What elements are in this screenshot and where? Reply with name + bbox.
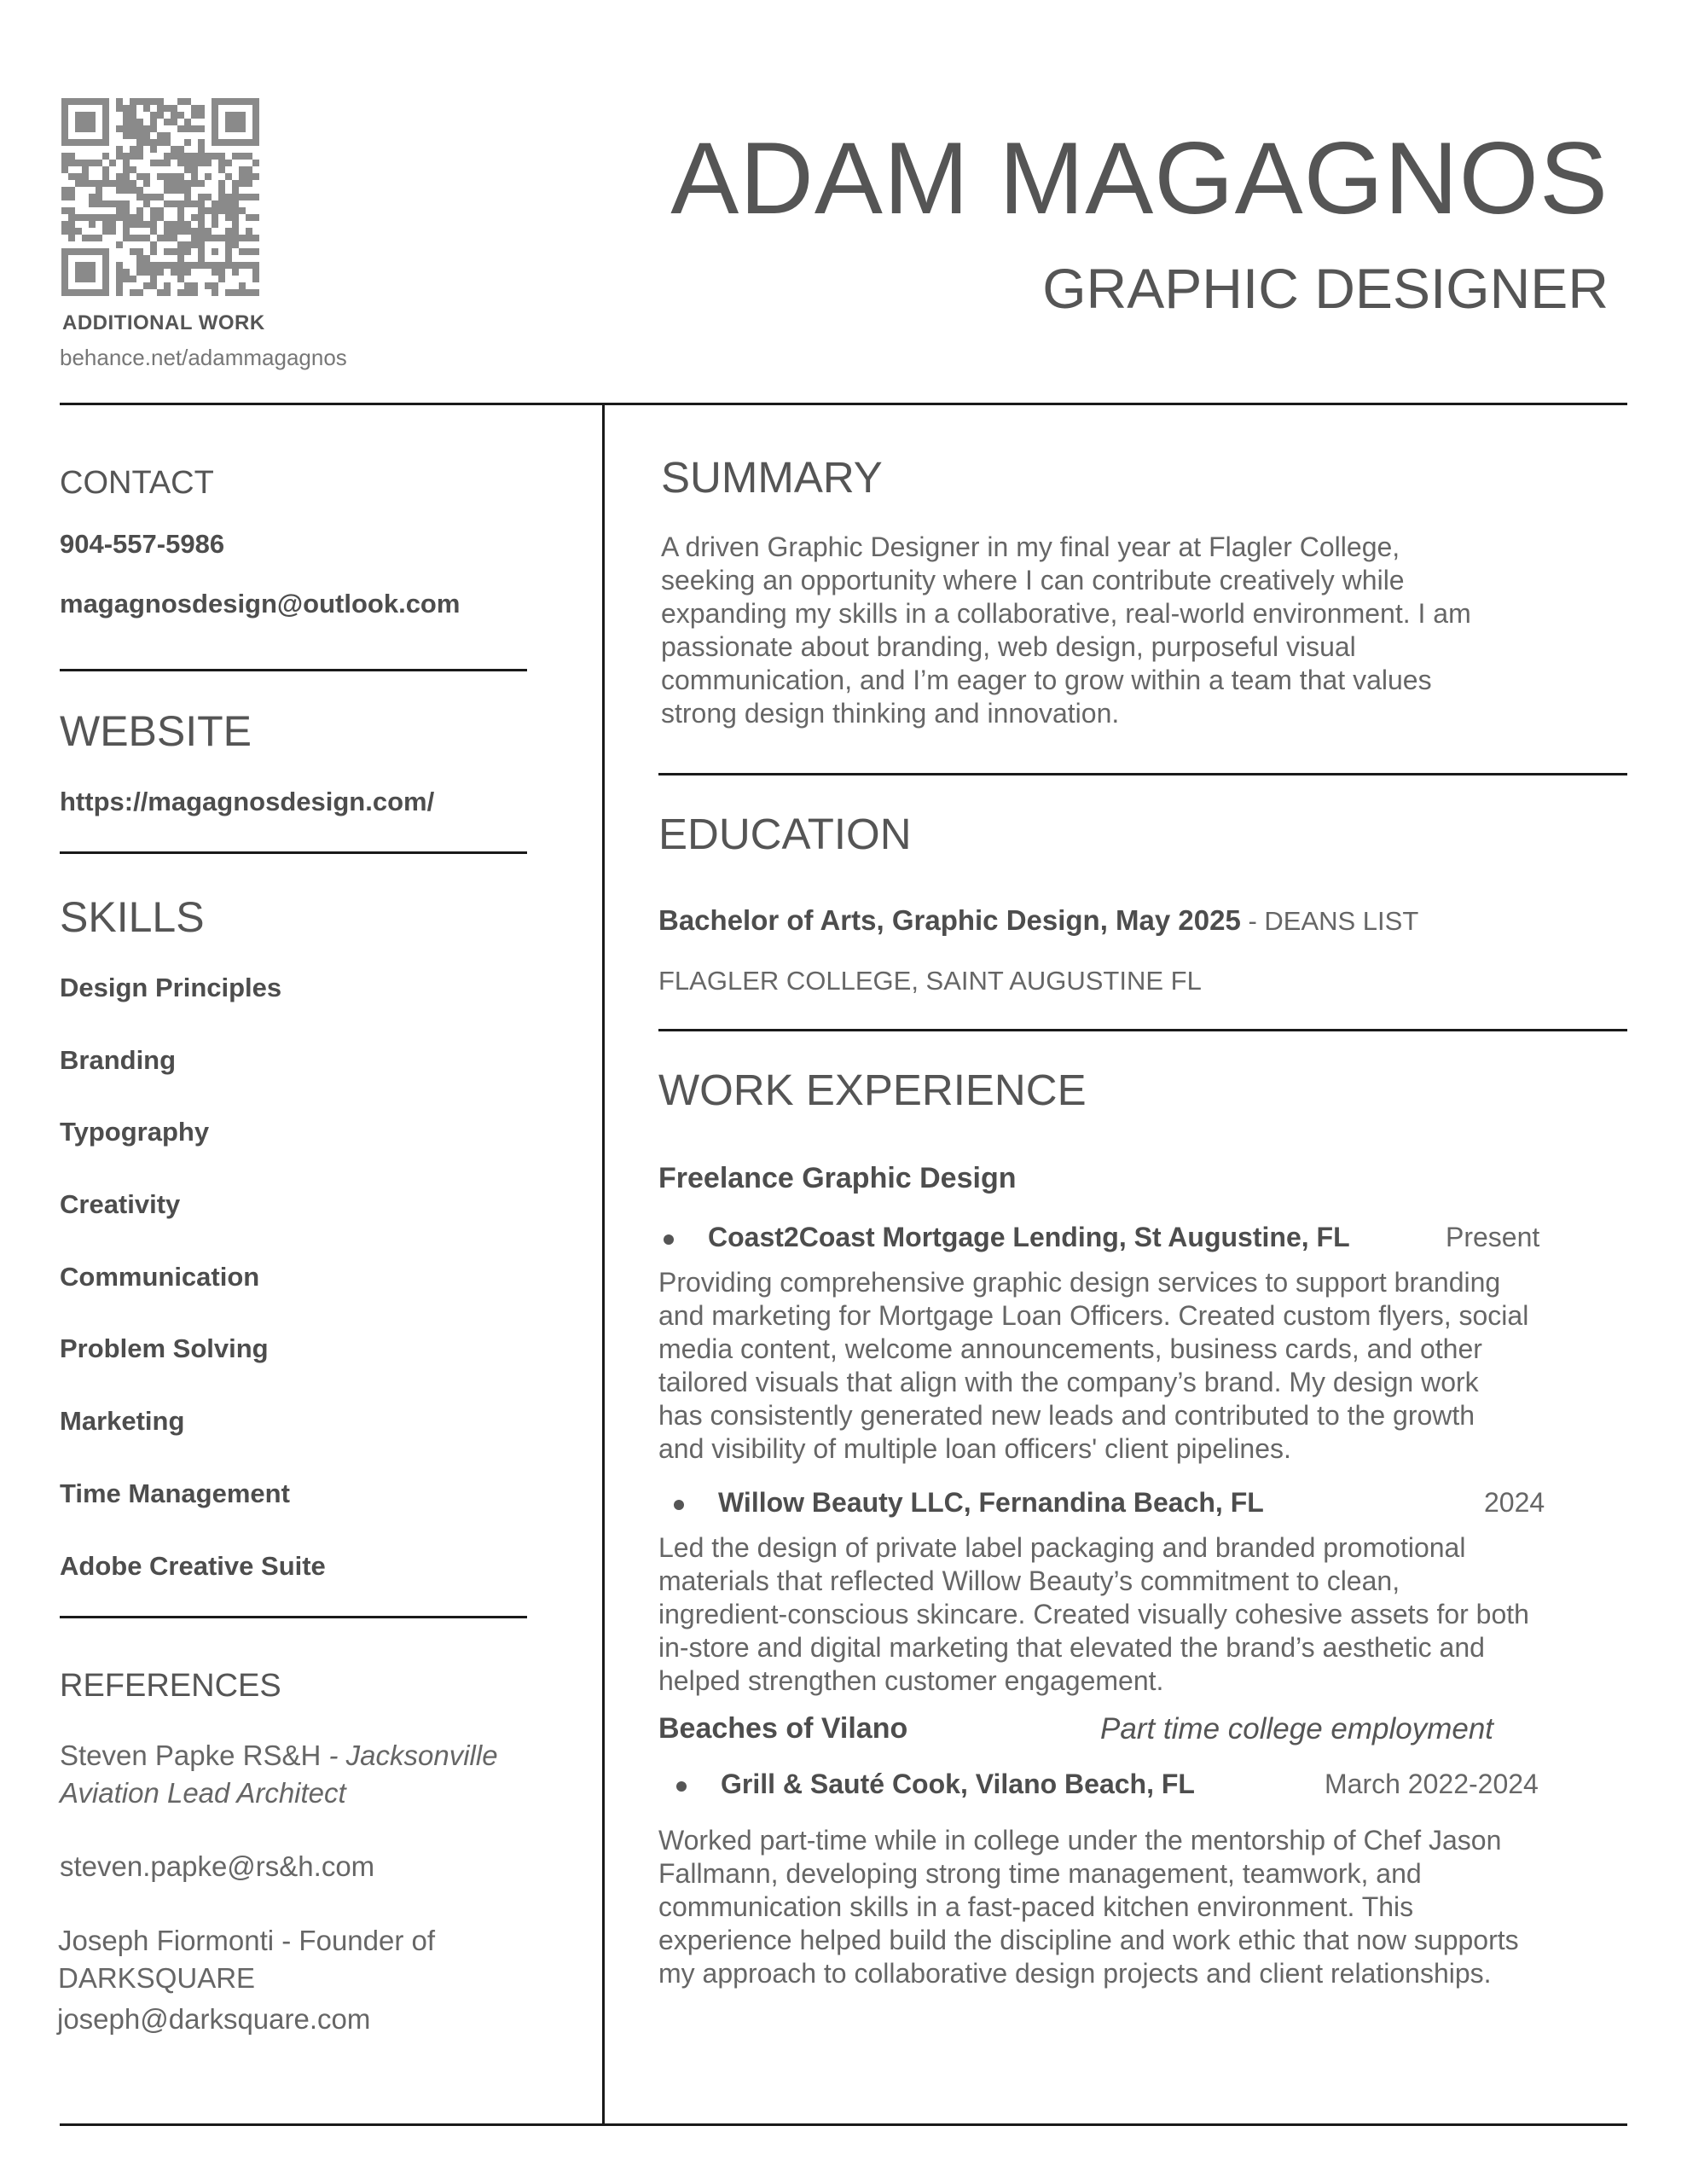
job3-description	[658, 1824, 1631, 1990]
reference-2-email[interactable]: joseph@darksquare.com	[57, 2003, 371, 2035]
education-degree: Bachelor of Arts, Graphic Design, May 2025	[658, 904, 1241, 936]
job2-description	[658, 1531, 1631, 1698]
skill-item: Communication	[60, 1261, 260, 1292]
qr-code-icon	[61, 98, 259, 296]
reference-1-role-cont: Aviation Lead Architect	[60, 1777, 346, 1809]
job2-line: Led the design of private label packaging and branded promotional	[658, 1532, 1466, 1563]
website-link[interactable]: https://magagnosdesign.com/	[60, 787, 435, 816]
skill-item: Marketing	[60, 1406, 185, 1437]
job3-title-text: Grill & Sauté Cook, Vilano Beach, FL	[721, 1769, 1195, 1799]
column-divider	[602, 403, 605, 2126]
summary-divider	[658, 773, 1627, 775]
top-divider	[60, 403, 1627, 405]
skill-item: Typography	[60, 1117, 210, 1147]
contact-heading: CONTACT	[60, 465, 214, 501]
job1-line: tailored visuals that align with the company’s brand. My design work	[658, 1367, 1479, 1397]
job3-line: experience helped build the discipline and work ethic that now supports	[658, 1925, 1519, 1955]
summary-heading: SUMMARY	[661, 453, 883, 502]
reference-1-role: - Jacksonville	[321, 1740, 498, 1771]
contact-divider	[60, 669, 527, 671]
summary-line: seeking an opportunity where I can contribute creatively while	[661, 565, 1405, 595]
job2-line: materials that reflected Willow Beauty’s commitment to clean,	[658, 1565, 1400, 1596]
website-heading: WEBSITE	[60, 707, 252, 755]
contact-email[interactable]: magagnosdesign@outlook.com	[60, 589, 461, 619]
candidate-title: GRAPHIC DESIGNER	[1042, 257, 1609, 320]
skill-item: Design Principles	[60, 973, 282, 1002]
summary-line: communication, and I’m eager to grow within a team that values	[661, 665, 1432, 695]
contact-phone[interactable]: 904-557-5986	[60, 529, 225, 559]
education-school: FLAGLER COLLEGE, SAINT AUGUSTINE FL	[658, 966, 1202, 996]
skill-item: Problem Solving	[60, 1333, 269, 1364]
job3-line: Worked part-time while in college under the mentorship of Chef Jason	[658, 1825, 1502, 1856]
job3-line: my approach to collaborative design projects and client relationships.	[658, 1958, 1492, 1989]
job2-title-text: Willow Beauty LLC, Fernandina Beach, FL	[718, 1487, 1264, 1518]
job3-line: communication skills in a fast-paced kitchen environment. This	[658, 1891, 1414, 1922]
job1-date: Present	[1446, 1222, 1540, 1252]
summary-text	[661, 531, 1625, 730]
work-heading: WORK EXPERIENCE	[658, 1066, 1087, 1114]
vilano-note: Part time college employment	[1100, 1712, 1494, 1745]
freelance-title: Freelance Graphic Design	[658, 1162, 1017, 1194]
job3-date: March 2022-2024	[1325, 1769, 1539, 1799]
skill-item: Branding	[60, 1044, 177, 1075]
vilano-title: Beaches of Vilano	[658, 1712, 908, 1745]
job1-title	[664, 1222, 1350, 1253]
education-divider	[658, 1029, 1627, 1031]
job1-line: Providing comprehensive graphic design services to support branding	[658, 1267, 1501, 1298]
additional-work-label: ADDITIONAL WORK	[62, 311, 265, 334]
job1-line: has consistently generated new leads and contributed to the growth	[658, 1400, 1475, 1431]
references-heading: REFERENCES	[60, 1668, 281, 1704]
education-heading: EDUCATION	[658, 810, 912, 858]
bullet-icon	[674, 1500, 684, 1510]
reference-1	[60, 1737, 588, 1812]
job3-line: Fallmann, developing strong time management, teamwork, and	[658, 1858, 1422, 1889]
website-divider	[60, 851, 527, 854]
reference-2-line2: DARKSQUARE	[58, 1962, 256, 1994]
job1-title-text: Coast2Coast Mortgage Lending, St Augustine, FL	[708, 1222, 1350, 1252]
job2-line: in-store and digital marketing that elevated the brand’s aesthetic and	[658, 1632, 1485, 1663]
summary-line: A driven Graphic Designer in my final year at Flagler College,	[661, 531, 1400, 562]
job1-line: media content, welcome announcements, business cards, and other	[658, 1333, 1482, 1364]
education-honor: - DEANS LIST	[1240, 906, 1419, 936]
education-degree-line	[658, 904, 1418, 937]
job2-date: 2024	[1484, 1487, 1545, 1518]
reference-1-email[interactable]: steven.papke@rs&h.com	[60, 1850, 375, 1882]
skills-heading: SKILLS	[60, 893, 205, 941]
bullet-icon	[664, 1234, 674, 1245]
job1-line: and visibility of multiple loan officers' client pipelines.	[658, 1433, 1291, 1464]
skill-item: Adobe Creative Suite	[60, 1550, 326, 1581]
skill-item: Creativity	[60, 1189, 181, 1220]
skill-item: Time Management	[60, 1478, 290, 1508]
candidate-name: ADAM MAGAGNOS	[670, 121, 1609, 235]
job2-line: helped strengthen customer engagement.	[658, 1665, 1164, 1696]
job2-line: ingredient-conscious skincare. Created visually cohesive assets for both	[658, 1599, 1529, 1629]
reference-2-line1: Joseph Fiormonti - Founder of	[58, 1925, 436, 1956]
behance-link[interactable]: behance.net/adammagagnos	[60, 345, 347, 370]
reference-1-name: Steven Papke RS&H	[60, 1740, 322, 1771]
job1-description	[658, 1266, 1631, 1466]
job2-title	[674, 1487, 1264, 1519]
skills-list	[60, 973, 326, 1623]
summary-line: passionate about branding, web design, purposeful visual	[661, 631, 1356, 662]
bottom-divider	[60, 2123, 1627, 2126]
summary-line: strong design thinking and innovation.	[661, 698, 1120, 729]
job3-title	[676, 1769, 1195, 1800]
summary-line: expanding my skills in a collaborative, real-world environment. I am	[661, 598, 1471, 629]
reference-2	[58, 1922, 435, 1997]
skills-divider	[60, 1616, 527, 1618]
job1-line: and marketing for Mortgage Loan Officers. Created custom flyers, social	[658, 1300, 1529, 1331]
bullet-icon	[676, 1781, 687, 1792]
